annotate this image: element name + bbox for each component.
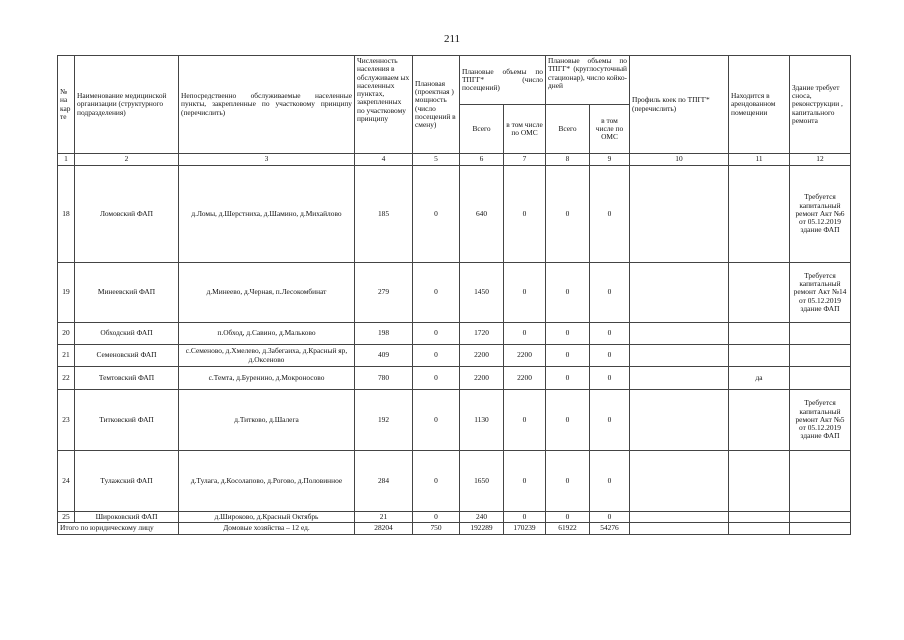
col-number: 12 — [790, 154, 851, 166]
total-beddays-oms: 54276 — [590, 523, 630, 534]
row-beddays: 0 — [546, 263, 590, 323]
row-name: Ломовский ФАП — [75, 166, 179, 263]
table-row — [58, 367, 851, 390]
row-name: Тулажский ФАП — [75, 451, 179, 512]
row-capacity: 0 — [413, 263, 460, 323]
row-beddays-oms: 0 — [590, 367, 630, 390]
col-number: 7 — [504, 154, 546, 166]
subheader-beddays-oms: в том числе по ОМС — [590, 105, 630, 154]
row-bed-profile — [630, 345, 729, 367]
total-capacity: 750 — [413, 523, 460, 534]
col-number: 9 — [590, 154, 630, 166]
row-population: 192 — [355, 390, 413, 451]
row-name: Обходский ФАП — [75, 323, 179, 345]
row-beddays-oms: 0 — [590, 512, 630, 523]
row-bed-profile — [630, 451, 729, 512]
row-visits-oms: 0 — [504, 512, 546, 523]
row-settlements: д.Широково, д.Красный Октябрь — [179, 512, 355, 523]
row-bed-profile — [630, 323, 729, 345]
row-bed-profile — [630, 263, 729, 323]
col-number: 6 — [460, 154, 504, 166]
header-settlements: Непосредственно обслуживаемые населенные пункты, закрепленные по участковому принципу (перечислить) — [179, 56, 355, 154]
table-row — [58, 323, 851, 345]
col-number: 2 — [75, 154, 179, 166]
row-visits-oms: 0 — [504, 451, 546, 512]
row-num: 21 — [58, 345, 75, 367]
row-population: 284 — [355, 451, 413, 512]
row-beddays: 0 — [546, 345, 590, 367]
total-beddays: 61922 — [546, 523, 590, 534]
header-inpatient: Плановые объемы по ТПГГ* (круглосуточный стационар), число койко-дней — [546, 56, 630, 105]
total-row — [58, 523, 851, 534]
row-rented — [729, 390, 790, 451]
row-beddays: 0 — [546, 451, 590, 512]
table-row — [58, 263, 851, 323]
table-row — [58, 345, 851, 367]
table-row — [58, 390, 851, 451]
row-capacity: 0 — [413, 451, 460, 512]
header-row — [58, 56, 851, 105]
row-capacity: 0 — [413, 512, 460, 523]
row-num: 23 — [58, 390, 75, 451]
row-bed-profile — [630, 367, 729, 390]
row-beddays-oms: 0 — [590, 390, 630, 451]
row-rented — [729, 345, 790, 367]
total-empty — [729, 523, 790, 534]
row-repair — [790, 512, 851, 523]
row-num: 20 — [58, 323, 75, 345]
row-beddays: 0 — [546, 390, 590, 451]
row-population: 21 — [355, 512, 413, 523]
table-row — [58, 451, 851, 512]
row-name: Темтовский ФАП — [75, 367, 179, 390]
row-repair — [790, 345, 851, 367]
row-beddays: 0 — [546, 166, 590, 263]
subheader-visits-oms: в том числе по ОМС — [504, 105, 546, 154]
row-beddays: 0 — [546, 323, 590, 345]
row-num: 18 — [58, 166, 75, 263]
row-capacity: 0 — [413, 345, 460, 367]
row-visits: 1450 — [460, 263, 504, 323]
total-visits-oms: 170239 — [504, 523, 546, 534]
row-visits-oms: 2200 — [504, 367, 546, 390]
col-number: 5 — [413, 154, 460, 166]
row-name: Семеновский ФАП — [75, 345, 179, 367]
row-rented — [729, 323, 790, 345]
row-name: Минеевский ФАП — [75, 263, 179, 323]
total-population: 28204 — [355, 523, 413, 534]
row-num: 24 — [58, 451, 75, 512]
header-population: Численность населения в обслуживаем ых населенных пунктах, закрепленных по участковому принципу — [355, 56, 413, 154]
row-settlements: д.Минеево, д.Черная, п.Лесокомбинат — [179, 263, 355, 323]
row-rented — [729, 512, 790, 523]
header-org: Наименование медицинской организации (структурного подразделения) — [75, 56, 179, 154]
row-capacity: 0 — [413, 323, 460, 345]
header-num: № на кар те — [58, 56, 75, 154]
header-bed-profile: Профиль коек по ТПГГ* (перечислить) — [630, 56, 729, 154]
row-rented — [729, 166, 790, 263]
row-rented: да — [729, 367, 790, 390]
total-label: Итого по юридическому лицу — [58, 523, 179, 534]
row-population: 185 — [355, 166, 413, 263]
subheader-beddays-total: Всего — [546, 105, 590, 154]
total-empty — [790, 523, 851, 534]
row-repair: Требуется капитальный ремонт Акт №5 от 05.12.2019 здание ФАП — [790, 390, 851, 451]
row-beddays: 0 — [546, 367, 590, 390]
row-capacity: 0 — [413, 390, 460, 451]
row-visits-oms: 0 — [504, 263, 546, 323]
row-visits: 1650 — [460, 451, 504, 512]
row-beddays-oms: 0 — [590, 263, 630, 323]
col-number: 3 — [179, 154, 355, 166]
row-capacity: 0 — [413, 166, 460, 263]
fap-table — [57, 55, 851, 535]
page-number: 211 — [443, 33, 461, 45]
col-number: 8 — [546, 154, 590, 166]
row-settlements: с.Темта, д.Буренино, д.Мокроносово — [179, 367, 355, 390]
header-capacity: Плановая (проектная ) мощность (число посещений в смену) — [413, 56, 460, 154]
row-name: Титковский ФАП — [75, 390, 179, 451]
row-repair: Требуется капитальный ремонт Акт №14 от 05.12.2019 здание ФАП — [790, 263, 851, 323]
row-visits-oms: 0 — [504, 166, 546, 263]
row-num: 22 — [58, 367, 75, 390]
header-rented: Находится в арендованном помещении — [729, 56, 790, 154]
total-households: Домовые хозяйства – 12 ед. — [179, 523, 355, 534]
subheader-visits-total: Всего — [460, 105, 504, 154]
row-name: Широковский ФАП — [75, 512, 179, 523]
row-visits-oms: 0 — [504, 323, 546, 345]
col-number: 1 — [58, 154, 75, 166]
row-settlements: д.Тулага, д.Косолапово, д.Рогово, д.Половинное — [179, 451, 355, 512]
row-population: 279 — [355, 263, 413, 323]
row-repair — [790, 367, 851, 390]
col-number: 11 — [729, 154, 790, 166]
row-beddays: 0 — [546, 512, 590, 523]
row-settlements: д.Титково, д.Шалега — [179, 390, 355, 451]
row-bed-profile — [630, 166, 729, 263]
row-num: 25 — [58, 512, 75, 523]
col-number: 4 — [355, 154, 413, 166]
row-population: 198 — [355, 323, 413, 345]
row-rented — [729, 451, 790, 512]
table-row — [58, 512, 851, 523]
row-visits-oms: 0 — [504, 390, 546, 451]
row-rented — [729, 263, 790, 323]
total-visits: 192289 — [460, 523, 504, 534]
row-settlements: п.Обход, д.Савино, д.Мальково — [179, 323, 355, 345]
row-num: 19 — [58, 263, 75, 323]
row-settlements: с.Семеново, д.Хмелево, д.Забегаиха, д.Красный яр, д.Оксеново — [179, 345, 355, 367]
row-beddays-oms: 0 — [590, 345, 630, 367]
column-number-row — [58, 154, 851, 166]
row-repair: Требуется капитальный ремонт Акт №6 от 05.12.2019 здание ФАП — [790, 166, 851, 263]
row-repair — [790, 323, 851, 345]
row-settlements: д.Ломы, д.Шерстниха, д.Шамино, д.Михайлово — [179, 166, 355, 263]
row-visits: 640 — [460, 166, 504, 263]
row-capacity: 0 — [413, 367, 460, 390]
row-visits: 2200 — [460, 345, 504, 367]
row-beddays-oms: 0 — [590, 451, 630, 512]
total-empty — [630, 523, 729, 534]
row-bed-profile — [630, 390, 729, 451]
row-beddays-oms: 0 — [590, 166, 630, 263]
row-visits: 2200 — [460, 367, 504, 390]
row-population: 409 — [355, 345, 413, 367]
row-population: 780 — [355, 367, 413, 390]
row-visits: 1720 — [460, 323, 504, 345]
col-number: 10 — [630, 154, 729, 166]
row-bed-profile — [630, 512, 729, 523]
row-visits: 1130 — [460, 390, 504, 451]
row-beddays-oms: 0 — [590, 323, 630, 345]
row-visits: 240 — [460, 512, 504, 523]
header-outpatient: Плановые объемы по ТПГГ* (число посещений) — [460, 56, 546, 105]
header-repair: Здание требует сноса, реконструкции , капитального ремонта — [790, 56, 851, 154]
row-visits-oms: 2200 — [504, 345, 546, 367]
row-repair — [790, 451, 851, 512]
table-row — [58, 166, 851, 263]
